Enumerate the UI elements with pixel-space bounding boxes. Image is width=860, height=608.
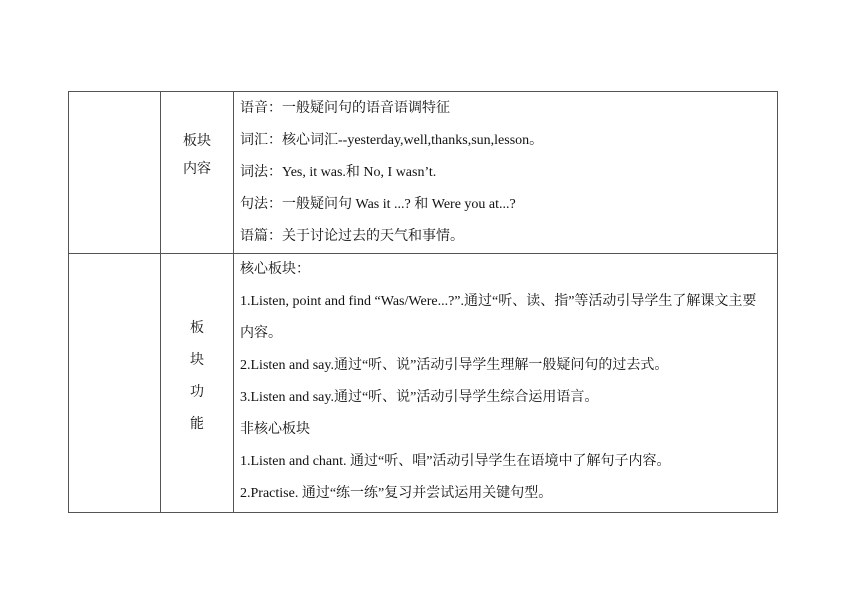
header-line: 能	[190, 417, 204, 432]
activity-line: 1.Listen and chant. 通过“听、唱”活动引导学生在语境中了解句子内容。	[240, 454, 671, 469]
non-core-block-heading: 非核心板块	[240, 422, 310, 437]
block-content-row	[69, 92, 778, 254]
activity-line: 2.Practise. 通过“练一练”复习并尝试运用关键句型。	[240, 486, 553, 501]
block-content-cell	[234, 92, 778, 254]
core-block-heading: 核心板块：	[240, 262, 310, 277]
block-function-row	[69, 254, 778, 513]
header-line: 板	[190, 321, 204, 336]
empty-cell	[69, 254, 161, 513]
header-line: 功	[190, 385, 204, 400]
block-content-header	[161, 128, 233, 184]
empty-cell	[69, 92, 161, 254]
block-function-cell	[234, 254, 778, 513]
phonetics-line: 语音：一般疑问句的语音语调特征	[240, 101, 450, 116]
header-line: 板块	[183, 134, 211, 149]
syntax-line: 句法：一般疑问句 Was it ...? 和 Were you at...?	[240, 197, 516, 212]
header-line: 块	[190, 353, 204, 368]
activity-line-continued: 内容。	[240, 326, 282, 341]
block-function-header	[161, 313, 233, 441]
block-function-header-cell	[161, 254, 234, 513]
vocabulary-line: 词汇：核心词汇--yesterday,well,thanks,sun,lesson。	[240, 133, 544, 148]
activity-line: 3.Listen and say.通过“听、说”活动引导学生综合运用语言。	[240, 390, 599, 405]
morphology-line: 词法：Yes, it was.和 No, I wasn’t.	[240, 165, 437, 180]
activity-line: 2.Listen and say.通过“听、说”活动引导学生理解一般疑问句的过去式。	[240, 358, 669, 373]
block-content-header-cell	[161, 92, 234, 254]
lesson-plan-table	[68, 91, 778, 513]
discourse-line: 语篇：关于讨论过去的天气和事情。	[240, 229, 464, 244]
header-line: 内容	[183, 162, 211, 177]
activity-line: 1.Listen, point and find “Was/Were...?”.通过“听、读、指”等活动引导学生了解课文主要	[240, 294, 757, 309]
